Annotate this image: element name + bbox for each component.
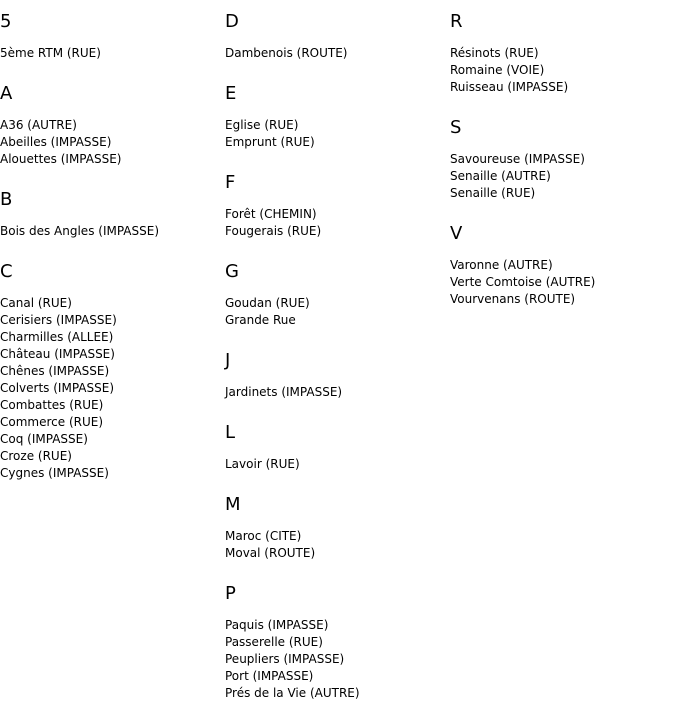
street-link[interactable]: Ruisseau (IMPASSE) <box>450 80 569 94</box>
index-column-3 <box>450 10 670 328</box>
street-link[interactable]: Passerelle (RUE) <box>225 635 323 649</box>
street-link[interactable]: Bois des Angles (IMPASSE) <box>0 224 160 238</box>
letter-heading: A <box>0 83 13 104</box>
street-link[interactable]: Coq (IMPASSE) <box>0 432 88 446</box>
street-link[interactable]: Savoureuse (IMPASSE) <box>450 152 585 166</box>
street-link[interactable]: Romaine (VOIE) <box>450 63 545 77</box>
street-link[interactable]: A36 (AUTRE) <box>0 118 77 132</box>
street-list <box>0 223 220 240</box>
street-link[interactable]: Senaille (RUE) <box>450 186 536 200</box>
street-link[interactable]: Senaille (AUTRE) <box>450 169 551 183</box>
street-link[interactable]: Vourvenans (ROUTE) <box>450 292 576 306</box>
street-link[interactable]: Charmilles (ALLEE) <box>0 330 114 344</box>
street-list <box>225 295 445 329</box>
letter-heading: F <box>225 172 236 193</box>
street-list <box>225 617 445 702</box>
street-list <box>0 117 220 168</box>
letter-group <box>450 222 670 308</box>
street-link[interactable]: Chênes (IMPASSE) <box>0 364 110 378</box>
street-list <box>225 206 445 240</box>
street-link[interactable]: Colverts (IMPASSE) <box>0 381 114 395</box>
letter-group <box>0 188 220 240</box>
index-column-1 <box>0 10 220 502</box>
letter-group <box>0 10 220 62</box>
street-link[interactable]: Abeilles (IMPASSE) <box>0 135 112 149</box>
letter-group <box>450 116 670 202</box>
letter-heading: G <box>225 261 239 282</box>
street-link[interactable]: Goudan (RUE) <box>225 296 310 310</box>
street-link[interactable]: Paquis (IMPASSE) <box>225 618 329 632</box>
letter-group <box>225 260 445 329</box>
street-link[interactable]: Alouettes (IMPASSE) <box>0 152 122 166</box>
letter-group <box>0 82 220 168</box>
street-list <box>450 257 670 308</box>
street-list <box>225 528 445 562</box>
letter-heading: B <box>0 189 13 210</box>
street-link[interactable]: Maroc (CITE) <box>225 529 302 543</box>
street-link[interactable]: Verte Comtoise (AUTRE) <box>450 275 596 289</box>
street-link[interactable]: Port (IMPASSE) <box>225 669 314 683</box>
street-link[interactable]: Canal (RUE) <box>0 296 72 310</box>
street-link[interactable]: Lavoir (RUE) <box>225 457 300 471</box>
street-link[interactable]: Château (IMPASSE) <box>0 347 115 361</box>
letter-heading: C <box>0 261 13 282</box>
letter-group <box>225 10 445 62</box>
letter-group <box>225 349 445 401</box>
letter-group <box>225 493 445 562</box>
letter-heading: M <box>225 494 241 515</box>
street-link[interactable]: Eglise (RUE) <box>225 118 299 132</box>
street-link[interactable]: Dambenois (ROUTE) <box>225 46 348 60</box>
letter-heading: V <box>450 223 463 244</box>
letter-group <box>450 10 670 96</box>
letter-group <box>0 260 220 482</box>
letter-heading: E <box>225 83 237 104</box>
street-link[interactable]: Moval (ROUTE) <box>225 546 316 560</box>
street-link[interactable]: Cerisiers (IMPASSE) <box>0 313 117 327</box>
letter-heading: D <box>225 11 239 32</box>
letter-heading: J <box>225 350 231 371</box>
street-link[interactable]: Combattes (RUE) <box>0 398 104 412</box>
street-list <box>225 117 445 151</box>
street-link[interactable]: Fougerais (RUE) <box>225 224 322 238</box>
street-link[interactable]: Jardinets (IMPASSE) <box>225 385 343 399</box>
street-link[interactable]: Grande Rue <box>225 313 296 327</box>
street-list <box>225 45 445 62</box>
street-link[interactable]: Emprunt (RUE) <box>225 135 315 149</box>
street-link[interactable]: Commerce (RUE) <box>0 415 104 429</box>
street-list <box>225 456 445 473</box>
street-link[interactable]: 5ème RTM (RUE) <box>0 46 101 60</box>
street-list <box>450 151 670 202</box>
letter-heading: R <box>450 11 463 32</box>
letter-group <box>225 582 445 702</box>
street-link[interactable]: Peupliers (IMPASSE) <box>225 652 345 666</box>
letter-heading: P <box>225 583 236 604</box>
letter-group <box>225 82 445 151</box>
street-link[interactable]: Varonne (AUTRE) <box>450 258 553 272</box>
street-list <box>450 45 670 96</box>
index-column-2 <box>225 10 445 722</box>
street-list <box>0 45 220 62</box>
letter-heading: S <box>450 117 462 138</box>
letter-heading: 5 <box>0 11 12 32</box>
street-list <box>225 384 445 401</box>
letter-group <box>225 171 445 240</box>
street-link[interactable]: Forêt (CHEMIN) <box>225 207 317 221</box>
letter-heading: L <box>225 422 236 443</box>
street-link[interactable]: Prés de la Vie (AUTRE) <box>225 686 360 700</box>
letter-group <box>225 421 445 473</box>
street-link[interactable]: Croze (RUE) <box>0 449 72 463</box>
street-link[interactable]: Cygnes (IMPASSE) <box>0 466 109 480</box>
street-list <box>0 295 220 482</box>
street-link[interactable]: Résinots (RUE) <box>450 46 539 60</box>
